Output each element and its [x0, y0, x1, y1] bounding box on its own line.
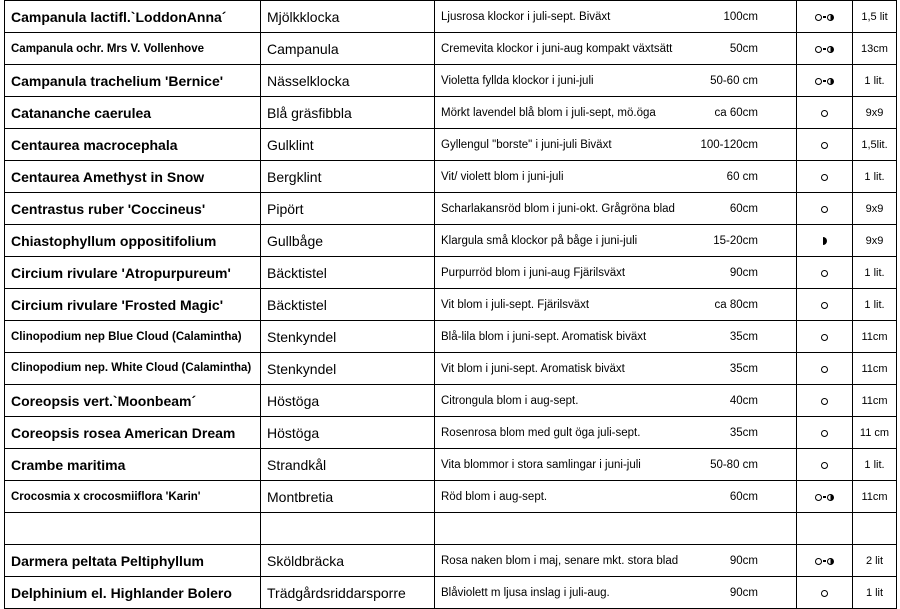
pot-size: 13cm [853, 33, 897, 65]
description-cell [435, 449, 797, 481]
latin-name: Campanula lactifl.`LoddonAnna´ [5, 1, 261, 33]
light-cell [797, 481, 853, 513]
latin-name: Centaurea Amethyst in Snow [5, 161, 261, 193]
latin-name [5, 513, 261, 545]
sun-icon [821, 334, 828, 341]
pot-size: 1 lit. [853, 161, 897, 193]
sun-halfshade-icon [815, 78, 834, 85]
pot-size: 2 lit [853, 545, 897, 577]
light-cell [797, 417, 853, 449]
sun-halfshade-icon [815, 46, 834, 53]
plant-table-body [5, 1, 897, 609]
latin-name: Crambe maritima [5, 449, 261, 481]
swedish-name: Stenkyndel [261, 321, 435, 353]
plant-row [5, 193, 897, 225]
sun-icon [821, 142, 828, 149]
swedish-name: Höstöga [261, 385, 435, 417]
swedish-name: Trädgårdsriddarsporre [261, 577, 435, 609]
pot-size: 9x9 [853, 225, 897, 257]
description-cell [435, 129, 797, 161]
pot-size: 1 lit. [853, 289, 897, 321]
height-text: ca 60cm [714, 106, 758, 119]
swedish-name: Bergklint [261, 161, 435, 193]
latin-name: Centaurea macrocephala [5, 129, 261, 161]
description-cell [435, 321, 797, 353]
plant-row [5, 289, 897, 321]
plant-row [5, 385, 897, 417]
sun-icon [821, 302, 828, 309]
description-text: Mörkt lavendel blå blom i juli-sept, mö.öga [441, 106, 656, 119]
plant-row [5, 257, 897, 289]
description-text: Rosenrosa blom med gult öga juli-sept. [441, 426, 641, 439]
latin-name: Circium rivulare 'Atropurpureum' [5, 257, 261, 289]
description-text: Citrongula blom i aug-sept. [441, 394, 579, 407]
height-text: 100cm [723, 10, 758, 23]
description-text: Violetta fyllda klockor i juni-juli [441, 74, 594, 87]
description-cell [435, 161, 797, 193]
sun-icon [821, 206, 828, 213]
description-cell [435, 65, 797, 97]
height-text: 40cm [729, 394, 758, 407]
swedish-name: Höstöga [261, 417, 435, 449]
latin-name: Circium rivulare 'Frosted Magic' [5, 289, 261, 321]
sun-halfshade-icon [815, 494, 834, 501]
light-cell [797, 33, 853, 65]
description-cell [435, 193, 797, 225]
light-cell [797, 129, 853, 161]
description-text: Blå-lila blom i juni-sept. Aromatisk biväxt [441, 330, 647, 343]
halfshade-icon [823, 237, 827, 245]
light-cell [797, 193, 853, 225]
latin-name: Coreopsis rosea American Dream [5, 417, 261, 449]
light-cell [797, 577, 853, 609]
sun-halfshade-icon [815, 558, 834, 565]
light-cell [797, 545, 853, 577]
description-cell [435, 385, 797, 417]
description-text: Blåviolett m ljusa inslag i juli-aug. [441, 586, 610, 599]
latin-name: Catananche caerulea [5, 97, 261, 129]
latin-name: Campanula trachelium 'Bernice' [5, 65, 261, 97]
plant-row [5, 417, 897, 449]
sun-icon [821, 366, 828, 373]
height-text: 50-60 cm [710, 74, 758, 87]
height-text: 35cm [729, 362, 758, 375]
plant-row [5, 65, 897, 97]
swedish-name: Pipört [261, 193, 435, 225]
light-cell [797, 161, 853, 193]
swedish-name: Campanula [261, 33, 435, 65]
plant-row [5, 577, 897, 609]
plant-table [4, 0, 897, 609]
height-text: 15-20cm [713, 234, 758, 247]
swedish-name [261, 513, 435, 545]
sun-icon [821, 590, 828, 597]
description-text: Klargula små klockor på båge i juni-juli [441, 234, 638, 247]
height-text: 50-80 cm [710, 458, 758, 471]
swedish-name: Bäcktistel [261, 289, 435, 321]
description-cell [435, 257, 797, 289]
light-cell [797, 97, 853, 129]
light-cell [797, 65, 853, 97]
light-cell [797, 289, 853, 321]
description-cell [435, 513, 797, 545]
swedish-name: Blå gräsfibbla [261, 97, 435, 129]
sun-icon [821, 430, 828, 437]
height-text: 60 cm [726, 170, 758, 183]
latin-name: Clinopodium nep Blue Cloud (Calamintha) [5, 321, 261, 353]
swedish-name: Nässelklocka [261, 65, 435, 97]
plant-row [5, 321, 897, 353]
swedish-name: Sköldbräcka [261, 545, 435, 577]
swedish-name: Montbretia [261, 481, 435, 513]
sun-icon [821, 398, 828, 405]
pot-size: 11cm [853, 481, 897, 513]
pot-size: 1 lit. [853, 65, 897, 97]
pot-size: 1,5 lit [853, 1, 897, 33]
pot-size: 11cm [853, 321, 897, 353]
description-cell [435, 1, 797, 33]
sun-icon [821, 110, 828, 117]
swedish-name: Mjölkklocka [261, 1, 435, 33]
height-text: 35cm [729, 426, 758, 439]
description-cell [435, 353, 797, 385]
pot-size: 11cm [853, 353, 897, 385]
pot-size: 1,5lit. [853, 129, 897, 161]
latin-name: Coreopsis vert.`Moonbeam´ [5, 385, 261, 417]
description-text: Rosa naken blom i maj, senare mkt. stora blad [441, 554, 679, 567]
description-cell [435, 481, 797, 513]
pot-size: 9x9 [853, 193, 897, 225]
height-text: ca 80cm [714, 298, 758, 311]
empty-row [5, 513, 897, 545]
swedish-name: Bäcktistel [261, 257, 435, 289]
sun-icon [821, 462, 828, 469]
swedish-name: Gulklint [261, 129, 435, 161]
height-text: 35cm [729, 330, 758, 343]
sun-icon [821, 174, 828, 181]
plant-row [5, 161, 897, 193]
description-cell [435, 577, 797, 609]
pot-size: 11cm [853, 385, 897, 417]
description-cell [435, 417, 797, 449]
plant-row [5, 353, 897, 385]
description-text: Vit blom i juni-sept. Aromatisk biväxt [441, 362, 625, 375]
plant-row [5, 129, 897, 161]
description-cell [435, 225, 797, 257]
plant-row [5, 545, 897, 577]
light-cell [797, 257, 853, 289]
pot-size: 9x9 [853, 97, 897, 129]
latin-name: Darmera peltata Peltiphyllum [5, 545, 261, 577]
pot-size: 1 lit. [853, 257, 897, 289]
height-text: 60cm [729, 202, 758, 215]
plant-row [5, 33, 897, 65]
latin-name: Crocosmia x crocosmiiflora 'Karin' [5, 481, 261, 513]
description-text: Cremevita klockor i juni-aug kompakt växtsätt [441, 42, 673, 55]
light-cell [797, 385, 853, 417]
latin-name: Clinopodium nep. White Cloud (Calamintha) [5, 353, 261, 385]
light-cell [797, 225, 853, 257]
sun-icon [821, 270, 828, 277]
description-text: Scharlakansröd blom i juni-okt. Grågröna blad [441, 202, 675, 215]
description-text: Vit/ violett blom i juni-juli [441, 170, 564, 183]
description-text: Purpurröd blom i juni-aug Fjärilsväxt [441, 266, 626, 279]
description-cell [435, 545, 797, 577]
light-cell [797, 513, 853, 545]
description-text: Vita blommor i stora samlingar i juni-juli [441, 458, 641, 471]
description-text: Röd blom i aug-sept. [441, 490, 548, 503]
swedish-name: Stenkyndel [261, 353, 435, 385]
plant-row [5, 1, 897, 33]
swedish-name: Gullbåge [261, 225, 435, 257]
pot-size: 1 lit. [853, 449, 897, 481]
latin-name: Chiastophyllum oppositifolium [5, 225, 261, 257]
light-cell [797, 449, 853, 481]
description-text: Vit blom i juli-sept. Fjärilsväxt [441, 298, 590, 311]
description-cell [435, 33, 797, 65]
height-text: 60cm [729, 490, 758, 503]
light-cell [797, 353, 853, 385]
description-text: Gyllengul "borste" i juni-juli Biväxt [441, 138, 612, 151]
height-text: 90cm [729, 266, 758, 279]
plant-row [5, 481, 897, 513]
sun-halfshade-icon [815, 14, 834, 21]
height-text: 100-120cm [700, 138, 758, 151]
height-text: 90cm [729, 554, 758, 567]
height-text: 90cm [729, 586, 758, 599]
plant-row [5, 449, 897, 481]
pot-size: 1 lit [853, 577, 897, 609]
plant-row [5, 97, 897, 129]
pot-size [853, 513, 897, 545]
plant-row [5, 225, 897, 257]
description-cell [435, 97, 797, 129]
latin-name: Campanula ochr. Mrs V. Vollenhove [5, 33, 261, 65]
latin-name: Delphinium el. Highlander Bolero [5, 577, 261, 609]
description-cell [435, 289, 797, 321]
swedish-name: Strandkål [261, 449, 435, 481]
height-text: 50cm [729, 42, 758, 55]
pot-size: 11 cm [853, 417, 897, 449]
light-cell [797, 321, 853, 353]
description-text: Ljusrosa klockor i juli-sept. Biväxt [441, 10, 611, 23]
latin-name: Centrastus ruber 'Coccineus' [5, 193, 261, 225]
light-cell [797, 1, 853, 33]
